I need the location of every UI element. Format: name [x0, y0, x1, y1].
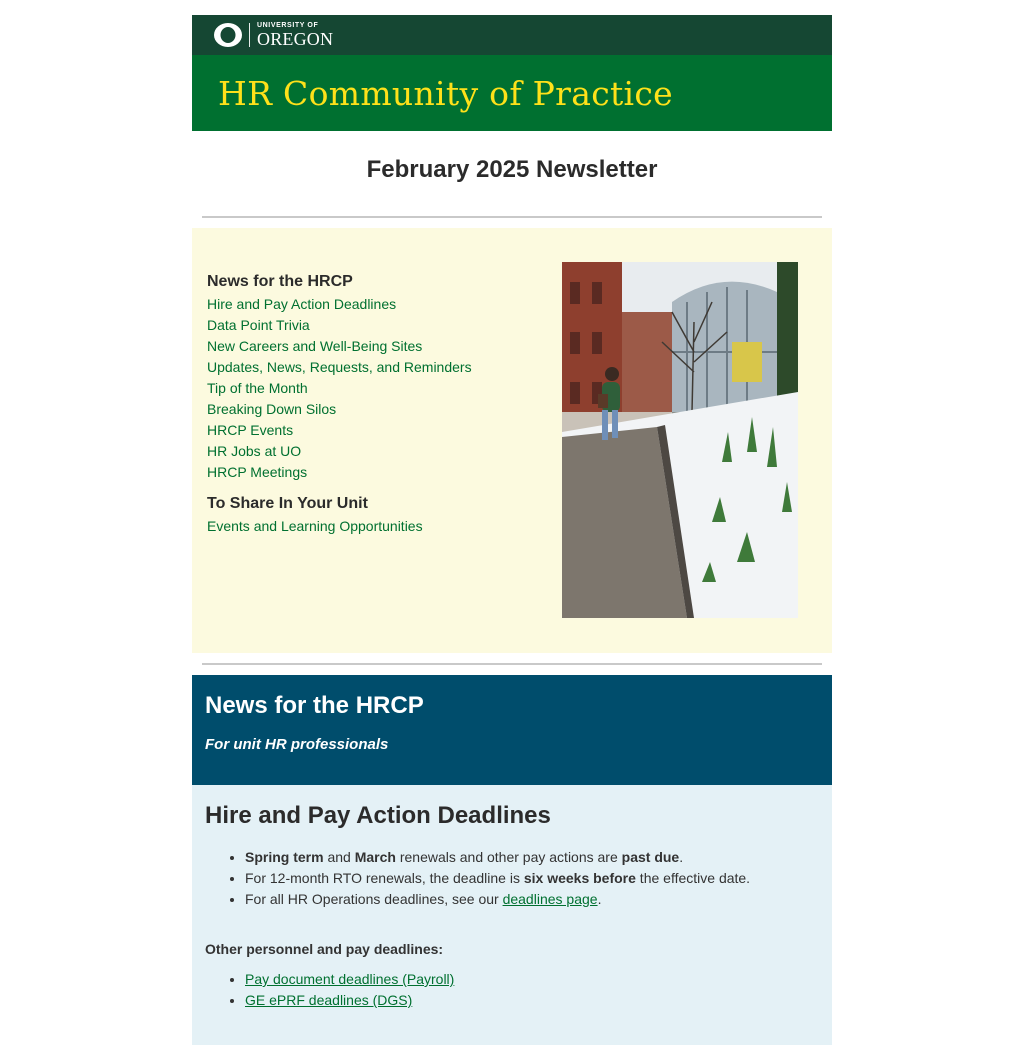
- toc-link-tip-of-month[interactable]: Tip of the Month: [207, 380, 308, 396]
- toc-link-events-learning[interactable]: Events and Learning Opportunities: [207, 518, 423, 534]
- list-item: [245, 889, 819, 910]
- toc-heading-share: To Share In Your Unit: [207, 495, 368, 512]
- text: .: [679, 849, 684, 865]
- divider-rule: [202, 216, 822, 218]
- toc-link-updates-news[interactable]: Updates, News, Requests, and Reminders: [207, 359, 472, 375]
- logo-small-text: UNIVERSITY OF: [257, 22, 319, 29]
- list-item: [245, 847, 819, 868]
- toc-link-careers-wellbeing[interactable]: New Careers and Well-Being Sites: [207, 338, 423, 354]
- bold-text: March: [354, 849, 396, 865]
- news-subheading: For unit HR professionals: [205, 736, 389, 753]
- list-item: [245, 868, 819, 889]
- toc-links: [207, 273, 472, 537]
- text: For all HR Operations deadlines, see our: [245, 891, 503, 907]
- toc-link-hire-pay-deadlines[interactable]: Hire and Pay Action Deadlines: [207, 296, 397, 312]
- toc-link-hrcp-events[interactable]: HRCP Events: [207, 422, 294, 438]
- deadlines-page-link[interactable]: deadlines page: [502, 891, 598, 907]
- oregon-o-icon: [213, 22, 243, 48]
- toc-link-data-point-trivia[interactable]: Data Point Trivia: [207, 317, 310, 333]
- bold-text: past due: [621, 849, 680, 865]
- toc-heading-news: News for the HRCP: [207, 273, 353, 290]
- toc-link-hr-jobs[interactable]: HR Jobs at UO: [207, 443, 302, 459]
- deadlines-section: [192, 785, 832, 1045]
- campus-snow-photo: [562, 262, 798, 618]
- deadlines-list: [205, 847, 819, 910]
- list-item: [245, 990, 819, 1011]
- payroll-deadlines-link[interactable]: Pay document deadlines (Payroll): [245, 971, 455, 987]
- text: and: [323, 849, 355, 865]
- university-logo[interactable]: [213, 22, 333, 48]
- toc-link-breaking-silos[interactable]: Breaking Down Silos: [207, 401, 337, 417]
- banner: [192, 55, 832, 131]
- table-of-contents: [192, 228, 832, 653]
- toc-link-hrcp-meetings[interactable]: HRCP Meetings: [207, 464, 308, 480]
- ge-eprf-deadlines-link[interactable]: GE ePRF deadlines (DGS): [245, 992, 413, 1008]
- other-deadlines-heading: Other personnel and pay deadlines:: [205, 941, 444, 957]
- news-section-header: [192, 675, 832, 785]
- newsletter: [192, 15, 832, 1045]
- top-bar: [192, 15, 832, 55]
- banner-title: HR Community of Practice: [218, 74, 674, 113]
- list-item: [245, 969, 819, 990]
- divider-rule: [202, 663, 822, 665]
- news-heading: News for the HRCP: [205, 692, 424, 719]
- text: the effective date.: [635, 870, 751, 886]
- bold-text: Spring term: [245, 849, 324, 865]
- text: For 12-month RTO renewals, the deadline is: [245, 870, 524, 886]
- newsletter-title: February 2025 Newsletter: [366, 156, 658, 183]
- text: renewals and other pay actions are: [395, 849, 622, 865]
- logo-divider: [249, 23, 250, 47]
- deadlines-heading: Hire and Pay Action Deadlines: [205, 802, 551, 829]
- bold-text: six weeks before: [523, 870, 636, 886]
- logo-wordmark: [257, 22, 333, 48]
- other-deadlines-list: [205, 969, 819, 1011]
- logo-big-text: OREGON: [257, 29, 334, 49]
- text: .: [597, 891, 602, 907]
